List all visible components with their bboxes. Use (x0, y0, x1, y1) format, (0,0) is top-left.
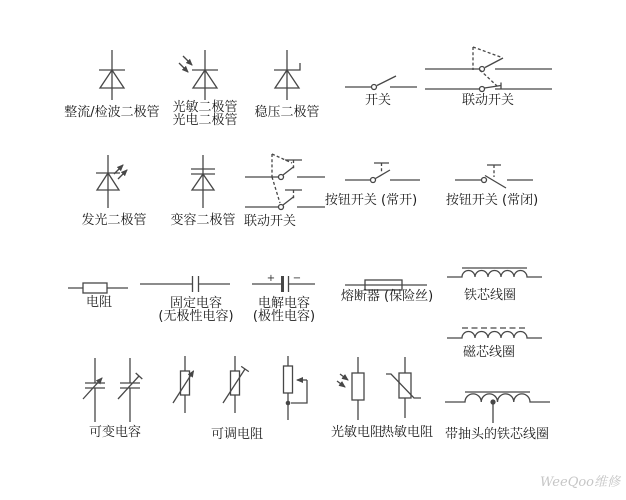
label-adjustable-resistor: 可调电阻 (210, 427, 264, 442)
variable-capacitor-symbol (83, 358, 142, 422)
photodiode-symbol (179, 50, 218, 100)
varactor-diode-symbol (191, 155, 215, 208)
thermistor-symbol (386, 357, 421, 418)
label-zener-diode: 稳压二极管 (254, 105, 320, 120)
light-arrow-icon (179, 63, 188, 72)
light-arrow-icon (340, 374, 348, 380)
label-variable-capacitor: 可变电容 (88, 425, 142, 440)
label-led: 发光二极管 (81, 213, 147, 228)
label-electrolytic-capacitor-line2: (极性电容) (252, 309, 316, 324)
light-arrow-icon (337, 381, 345, 387)
label-photodiode-line1: 光敏二极管 (172, 100, 238, 115)
label-pushbutton-nc: 按钮开关 (常闭) (445, 193, 539, 208)
adjustable-resistor-symbol (173, 356, 307, 420)
tapped-iron-core-coil-symbol (445, 392, 550, 423)
label-electrolytic-capacitor (253, 297, 315, 323)
zener-diode-symbol (274, 50, 300, 100)
fixed-capacitor-symbol (140, 276, 230, 292)
label-pushbutton-no: 按钮开关 (常开) (324, 193, 418, 208)
label-photoresistor: 光敏电阻 (330, 425, 384, 440)
label-photodiode-line2: 光电二极管 (172, 113, 238, 128)
label-fixed-capacitor (158, 297, 233, 323)
label-fixed-capacitor-line1: 固定电容 (169, 296, 222, 311)
pushbutton-nc-symbol (455, 165, 533, 188)
label-switch: 开关 (364, 93, 392, 108)
label-fuse: 熔断器 (保险丝) (340, 289, 434, 304)
label-electrolytic-capacitor-line1: 电解电容 (257, 296, 310, 311)
electrolytic-capacitor-symbol (252, 273, 315, 292)
label-resistor: 电阻 (85, 295, 113, 310)
label-magnetic-core-coil: 磁芯线圈 (462, 345, 516, 360)
photoresistor-symbol (337, 357, 364, 420)
label-varactor-diode: 变容二极管 (170, 213, 236, 228)
resistor-symbol (68, 283, 128, 293)
led-symbol (96, 155, 127, 208)
label-photodiode (172, 101, 237, 127)
light-arrow-icon (183, 56, 192, 65)
pushbutton-no-symbol (345, 163, 420, 183)
rectifier-diode-symbol (99, 50, 125, 100)
label-ganged-switch-1: 联动开关 (461, 93, 515, 108)
label-rectifier-diode: 整流/检波二极管 (64, 105, 160, 120)
label-fixed-capacitor-line2: (无极性电容) (158, 309, 234, 324)
label-tapped-iron-core-coil: 带抽头的铁芯线圈 (444, 427, 550, 442)
switch-symbol (345, 76, 417, 90)
watermark: WeeQoo维修 (540, 475, 620, 490)
label-ganged-switch-2: 联动开关 (243, 214, 297, 229)
emit-arrow-icon (118, 170, 127, 179)
ganged-switch-2-symbol (245, 154, 325, 210)
magnetic-core-coil-symbol (447, 328, 542, 338)
label-iron-core-coil: 铁芯线圈 (463, 288, 517, 303)
minus-sign: − (292, 273, 302, 284)
ganged-switch-1-symbol (425, 47, 552, 92)
label-thermistor: 热敏电阻 (380, 425, 434, 440)
iron-core-coil-symbol (447, 268, 542, 277)
plus-sign: + (266, 273, 276, 284)
